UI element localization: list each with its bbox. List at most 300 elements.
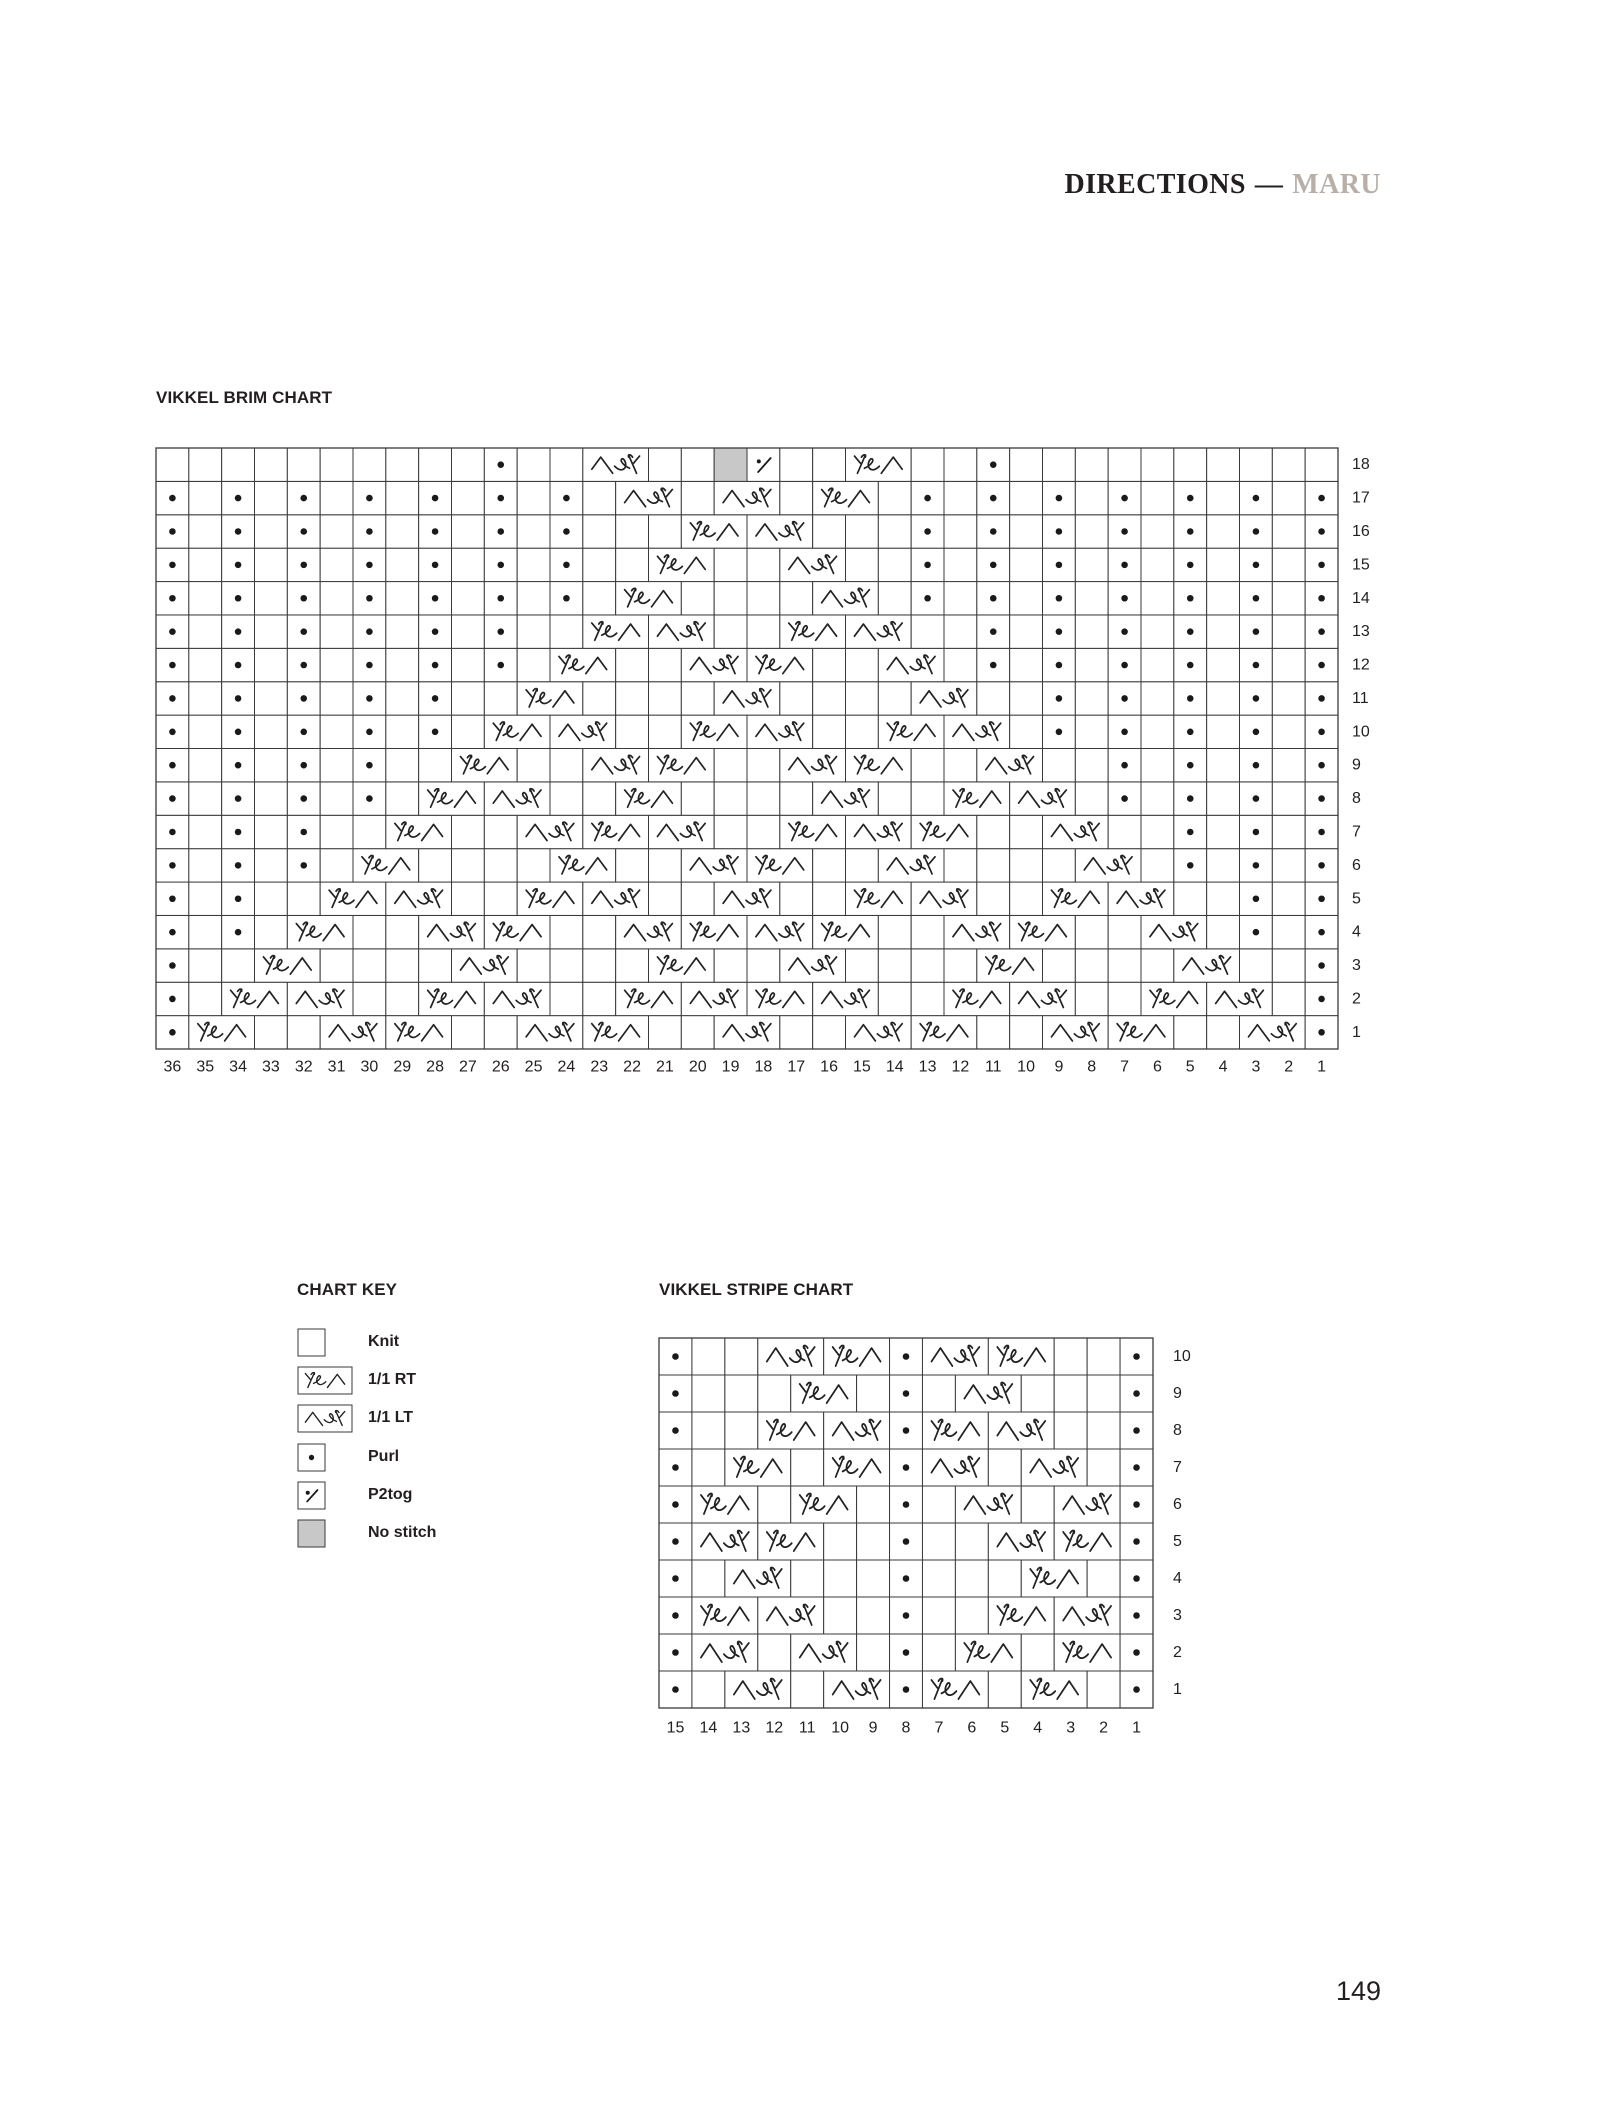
cell-box — [583, 982, 616, 1015]
knit-cell — [649, 448, 682, 481]
knit-cell — [189, 448, 222, 481]
column-number: 17 — [787, 1058, 806, 1076]
knit-cell — [616, 682, 649, 715]
knit-cell — [944, 448, 977, 481]
cell-box — [747, 749, 780, 782]
lt-cell — [386, 882, 452, 915]
column-number: 31 — [327, 1058, 346, 1076]
purl-dot-icon — [1318, 695, 1325, 702]
knit-cell — [1240, 949, 1273, 982]
cell-box — [484, 782, 550, 815]
cell-box — [550, 982, 583, 1015]
purl-cell — [1305, 749, 1338, 782]
purl-dot-icon — [1253, 795, 1260, 802]
purl-cell — [287, 615, 320, 648]
purl-cell — [222, 782, 255, 815]
knit-cell — [452, 815, 485, 848]
cell-box — [452, 648, 485, 681]
lt-cell — [649, 615, 715, 648]
purl-dot-icon — [169, 762, 176, 769]
rt-cell — [988, 1338, 1054, 1375]
row-number: 3 — [1352, 957, 1361, 975]
cell-box — [287, 448, 320, 481]
cell-box — [386, 515, 419, 548]
p2tog-cell — [747, 448, 780, 481]
knit-cell — [386, 582, 419, 615]
cell-box — [1010, 648, 1043, 681]
row-number: 9 — [1173, 1385, 1182, 1402]
cell-box — [320, 749, 353, 782]
purl-cell — [484, 648, 517, 681]
purl-cell — [1108, 682, 1141, 715]
cell-box — [714, 582, 747, 615]
lt-cell — [484, 782, 550, 815]
rt-cell — [944, 982, 1010, 1015]
purl-cell — [977, 582, 1010, 615]
purl-dot-icon — [1121, 628, 1128, 635]
cell-box — [1108, 949, 1141, 982]
cell-box — [550, 648, 616, 681]
cell-box — [1043, 749, 1076, 782]
purl-dot-icon — [903, 1612, 910, 1619]
knit-cell — [1272, 515, 1305, 548]
column-number: 9 — [1054, 1058, 1064, 1076]
rt-cell — [1010, 915, 1076, 948]
knit-cell — [878, 915, 911, 948]
lt-cell — [1240, 1016, 1306, 1049]
purl-dot-icon — [300, 662, 307, 669]
knit-cell — [988, 1449, 1021, 1486]
knit-cell — [1010, 1016, 1043, 1049]
rt-cell — [747, 648, 813, 681]
cell-box — [1108, 815, 1141, 848]
purl-dot-icon — [1133, 1353, 1140, 1360]
knit-cell — [944, 849, 977, 882]
purl-dot-icon — [497, 461, 504, 468]
cell-box — [1075, 982, 1108, 1015]
cell-box — [517, 1016, 583, 1049]
cell-box — [857, 1597, 890, 1634]
cell-box — [857, 1523, 890, 1560]
purl-dot-icon — [1133, 1427, 1140, 1434]
cell-box — [1240, 448, 1273, 481]
purl-cell — [1108, 548, 1141, 581]
knit-cell — [857, 1375, 890, 1412]
cell-box — [813, 915, 879, 948]
knit-cell — [824, 1560, 857, 1597]
purl-dot-icon — [1187, 862, 1194, 869]
knit-cell — [1054, 1338, 1087, 1375]
purl-dot-icon — [300, 595, 307, 602]
cell-box — [649, 448, 682, 481]
rt-cell — [846, 448, 912, 481]
cell-box — [419, 849, 452, 882]
knit-cell — [386, 982, 419, 1015]
cell-box — [287, 915, 353, 948]
purl-cell — [1108, 615, 1141, 648]
cell-box — [944, 849, 977, 882]
purl-dot-icon — [1121, 695, 1128, 702]
rt-cell — [747, 982, 813, 1015]
cell-box — [780, 582, 813, 615]
purl-dot-icon — [497, 595, 504, 602]
purl-cell — [659, 1671, 692, 1708]
purl-cell — [1240, 915, 1273, 948]
purl-cell — [419, 515, 452, 548]
knit-cell — [1010, 849, 1043, 882]
cell-box — [1141, 915, 1207, 948]
knit-cell — [189, 481, 222, 514]
cell-box — [287, 982, 353, 1015]
cell-box — [824, 1560, 857, 1597]
rt-cell — [517, 882, 583, 915]
cell-box — [813, 515, 846, 548]
purl-cell — [222, 615, 255, 648]
knit-cell — [320, 615, 353, 648]
cell-box — [616, 715, 649, 748]
cell-box — [878, 548, 911, 581]
cell-box — [1010, 548, 1043, 581]
purl-dot-icon — [169, 695, 176, 702]
cell-box — [813, 682, 846, 715]
rt-cell — [922, 1671, 988, 1708]
knit-cell — [1010, 548, 1043, 581]
cell-box — [878, 515, 911, 548]
knit-cell — [725, 1412, 758, 1449]
purl-dot-icon — [1133, 1649, 1140, 1656]
column-number: 12 — [765, 1719, 784, 1737]
purl-dot-icon — [672, 1686, 679, 1693]
cell-box — [692, 1412, 725, 1449]
knit-cell — [1141, 548, 1174, 581]
purl-cell — [890, 1412, 923, 1449]
knit-cell — [320, 682, 353, 715]
knit-cell — [517, 615, 550, 648]
purl-cell — [977, 515, 1010, 548]
knit-cell — [1141, 949, 1174, 982]
cell-box — [517, 815, 583, 848]
cell-box — [1010, 481, 1043, 514]
column-number: 3 — [1251, 1058, 1261, 1076]
cell-box — [878, 915, 911, 948]
key-label: 1/1 LT — [368, 1409, 414, 1427]
purl-cell — [659, 1338, 692, 1375]
cell-box — [977, 882, 1010, 915]
lt-cell — [846, 1016, 912, 1049]
cell-box — [320, 949, 353, 982]
knit-cell — [1087, 1338, 1120, 1375]
purl-cell — [419, 715, 452, 748]
purl-cell — [1240, 682, 1273, 715]
purl-cell — [1108, 481, 1141, 514]
purl-cell — [156, 982, 189, 1015]
column-number: 9 — [868, 1719, 878, 1737]
cell-box — [452, 515, 485, 548]
knit-cell — [911, 982, 944, 1015]
cell-box — [1207, 448, 1240, 481]
purl-cell — [484, 548, 517, 581]
cell-box — [616, 982, 682, 1015]
cell-box — [255, 1016, 288, 1049]
knit-cell — [189, 915, 222, 948]
cell-box — [747, 715, 813, 748]
key-item-no-stitch — [297, 1519, 617, 1546]
column-number: 7 — [934, 1719, 944, 1737]
row-number: 10 — [1173, 1348, 1191, 1365]
cell-box — [944, 582, 977, 615]
cell-box — [452, 815, 485, 848]
knit-cell — [857, 1560, 890, 1597]
cell-box — [452, 682, 485, 715]
rt-cell — [791, 1486, 857, 1523]
rt-cell — [583, 615, 649, 648]
purl-dot-icon — [432, 562, 439, 569]
cell-box — [1207, 582, 1240, 615]
cell-box — [1075, 648, 1108, 681]
purl-dot-icon — [1187, 729, 1194, 736]
cell-box — [386, 548, 419, 581]
purl-dot-icon — [1121, 595, 1128, 602]
cell-box — [583, 949, 616, 982]
purl-cell — [222, 882, 255, 915]
knit-cell — [1272, 715, 1305, 748]
cell-box — [944, 481, 977, 514]
cell-box — [1010, 515, 1043, 548]
knit-cell — [922, 1560, 955, 1597]
cell-box — [681, 882, 714, 915]
purl-cell — [156, 749, 189, 782]
cell-box — [255, 615, 288, 648]
row-number: 11 — [1352, 689, 1369, 707]
cell-box — [824, 1449, 890, 1486]
cell-box — [747, 949, 780, 982]
cell-box — [255, 582, 288, 615]
cell-box — [616, 782, 682, 815]
purl-cell — [1120, 1523, 1153, 1560]
knit-cell — [452, 548, 485, 581]
purl-dot-icon — [1056, 729, 1063, 736]
rt-cell — [616, 582, 682, 615]
cell-box — [955, 1486, 1021, 1523]
purl-cell — [222, 815, 255, 848]
purl-cell — [353, 481, 386, 514]
lt-cell — [1054, 1486, 1120, 1523]
purl-dot-icon — [1121, 762, 1128, 769]
column-number: 25 — [524, 1058, 543, 1076]
knit-cell — [452, 582, 485, 615]
knit-cell — [189, 815, 222, 848]
cell-box — [1108, 982, 1141, 1015]
lt-cell — [298, 1405, 352, 1432]
purl-cell — [1043, 648, 1076, 681]
cell-box — [878, 715, 944, 748]
purl-dot-icon — [169, 528, 176, 535]
knit-cell — [846, 849, 879, 882]
column-number: 14 — [699, 1719, 718, 1737]
knit-cell — [824, 1597, 857, 1634]
purl-dot-icon — [235, 528, 242, 535]
column-number: 20 — [688, 1058, 707, 1076]
purl-dot-icon — [990, 528, 997, 535]
knit-cell — [714, 548, 747, 581]
knit-cell — [878, 582, 911, 615]
purl-dot-icon — [235, 595, 242, 602]
column-number: 19 — [721, 1058, 740, 1076]
cell-box — [846, 749, 912, 782]
cell-box — [988, 1412, 1054, 1449]
knit-cell — [1207, 515, 1240, 548]
column-number: 34 — [229, 1058, 247, 1076]
cell-box — [692, 1449, 725, 1486]
knit-cell — [649, 849, 682, 882]
knit-cell — [616, 715, 649, 748]
purl-dot-icon — [924, 562, 931, 569]
knit-cell — [616, 515, 649, 548]
knit-cell — [780, 682, 813, 715]
purl-cell — [156, 849, 189, 882]
rt-cell — [1141, 982, 1207, 1015]
knit-cell — [484, 682, 517, 715]
knit-cell — [725, 1338, 758, 1375]
knit-cell — [1054, 1375, 1087, 1412]
knit-cell — [922, 1486, 955, 1523]
cell-box — [1108, 448, 1141, 481]
knit-cell — [484, 1016, 517, 1049]
cell-box — [583, 481, 616, 514]
knit-cell — [1207, 815, 1240, 848]
cell-box — [550, 615, 583, 648]
column-number: 26 — [491, 1058, 510, 1076]
cell-box — [649, 949, 715, 982]
cell-box — [255, 548, 288, 581]
page-number: 149 — [1335, 1976, 1381, 2006]
cell-box — [298, 1367, 352, 1394]
cell-box — [616, 915, 682, 948]
cell-box — [452, 949, 518, 982]
cell-box — [320, 448, 353, 481]
knit-cell — [1043, 749, 1076, 782]
lt-cell — [649, 815, 715, 848]
knit-cell — [857, 1486, 890, 1523]
cell-box — [452, 548, 485, 581]
cell-box — [320, 849, 353, 882]
cell-box — [791, 1375, 857, 1412]
rt-cell — [878, 715, 944, 748]
knit-cell — [780, 448, 813, 481]
cell-box — [813, 782, 879, 815]
cell-box — [813, 882, 846, 915]
cell-box — [1207, 515, 1240, 548]
purl-dot-icon — [672, 1575, 679, 1582]
cell-box — [320, 582, 353, 615]
knit-cell — [725, 1375, 758, 1412]
column-number: 2 — [1099, 1719, 1109, 1737]
knit-cell — [1010, 582, 1043, 615]
cell-box — [1272, 849, 1305, 882]
cell-box — [846, 682, 879, 715]
purl-cell — [659, 1449, 692, 1486]
cell-box — [1075, 548, 1108, 581]
cell-box — [386, 615, 419, 648]
cell-box — [255, 782, 288, 815]
knit-cell — [911, 615, 944, 648]
knit-cell — [824, 1523, 857, 1560]
purl-dot-icon — [1133, 1464, 1140, 1471]
knit-cell — [1305, 448, 1338, 481]
column-number: 22 — [623, 1058, 641, 1076]
knit-cell — [681, 481, 714, 514]
knit-cell — [255, 1016, 288, 1049]
knit-cell — [692, 1375, 725, 1412]
purl-cell — [890, 1597, 923, 1634]
purl-dot-icon — [563, 495, 570, 502]
purl-dot-icon — [1187, 795, 1194, 802]
lt-cell — [583, 448, 649, 481]
cell-box — [780, 782, 813, 815]
knit-cell — [517, 548, 550, 581]
cell-box — [1141, 815, 1174, 848]
purl-cell — [156, 715, 189, 748]
knit-cell — [517, 515, 550, 548]
knit-cell — [452, 481, 485, 514]
knit-cell — [1141, 448, 1174, 481]
purl-cell — [1108, 582, 1141, 615]
lt-cell — [747, 915, 813, 948]
knit-cell — [1108, 448, 1141, 481]
lt-cell — [583, 749, 649, 782]
knit-cell — [287, 448, 320, 481]
cell-box — [1075, 448, 1108, 481]
knit-cell — [1075, 915, 1108, 948]
knit-cell — [813, 515, 846, 548]
purl-dot-icon — [366, 662, 373, 669]
knit-cell — [1087, 1412, 1120, 1449]
purl-dot-icon — [1318, 562, 1325, 569]
purl-dot-icon — [1253, 562, 1260, 569]
cell-box — [813, 715, 846, 748]
cell-box — [791, 1449, 824, 1486]
purl-cell — [911, 582, 944, 615]
rt-cell — [386, 1016, 452, 1049]
knit-cell — [255, 782, 288, 815]
knit-cell — [386, 715, 419, 748]
purl-cell — [1108, 515, 1141, 548]
cell-box — [714, 481, 780, 514]
knit-cell — [977, 882, 1010, 915]
purl-cell — [156, 1016, 189, 1049]
cell-box — [583, 782, 616, 815]
cell-box — [484, 682, 517, 715]
cell-box — [189, 915, 222, 948]
cell-box — [189, 982, 222, 1015]
purl-cell — [222, 915, 255, 948]
knit-cell — [692, 1338, 725, 1375]
purl-dot-icon — [300, 729, 307, 736]
cell-box — [386, 648, 419, 681]
cell-box — [1272, 982, 1305, 1015]
row-number: 7 — [1352, 823, 1361, 841]
purl-dot-icon — [169, 628, 176, 635]
lt-cell — [1108, 882, 1174, 915]
lt-cell — [988, 1523, 1054, 1560]
key-label: 1/1 RT — [368, 1371, 417, 1389]
knit-cell — [1207, 548, 1240, 581]
knit-cell — [189, 782, 222, 815]
cell-box — [747, 815, 780, 848]
cell-box — [911, 1016, 977, 1049]
knit-cell — [747, 548, 780, 581]
knit-cell — [758, 1375, 791, 1412]
